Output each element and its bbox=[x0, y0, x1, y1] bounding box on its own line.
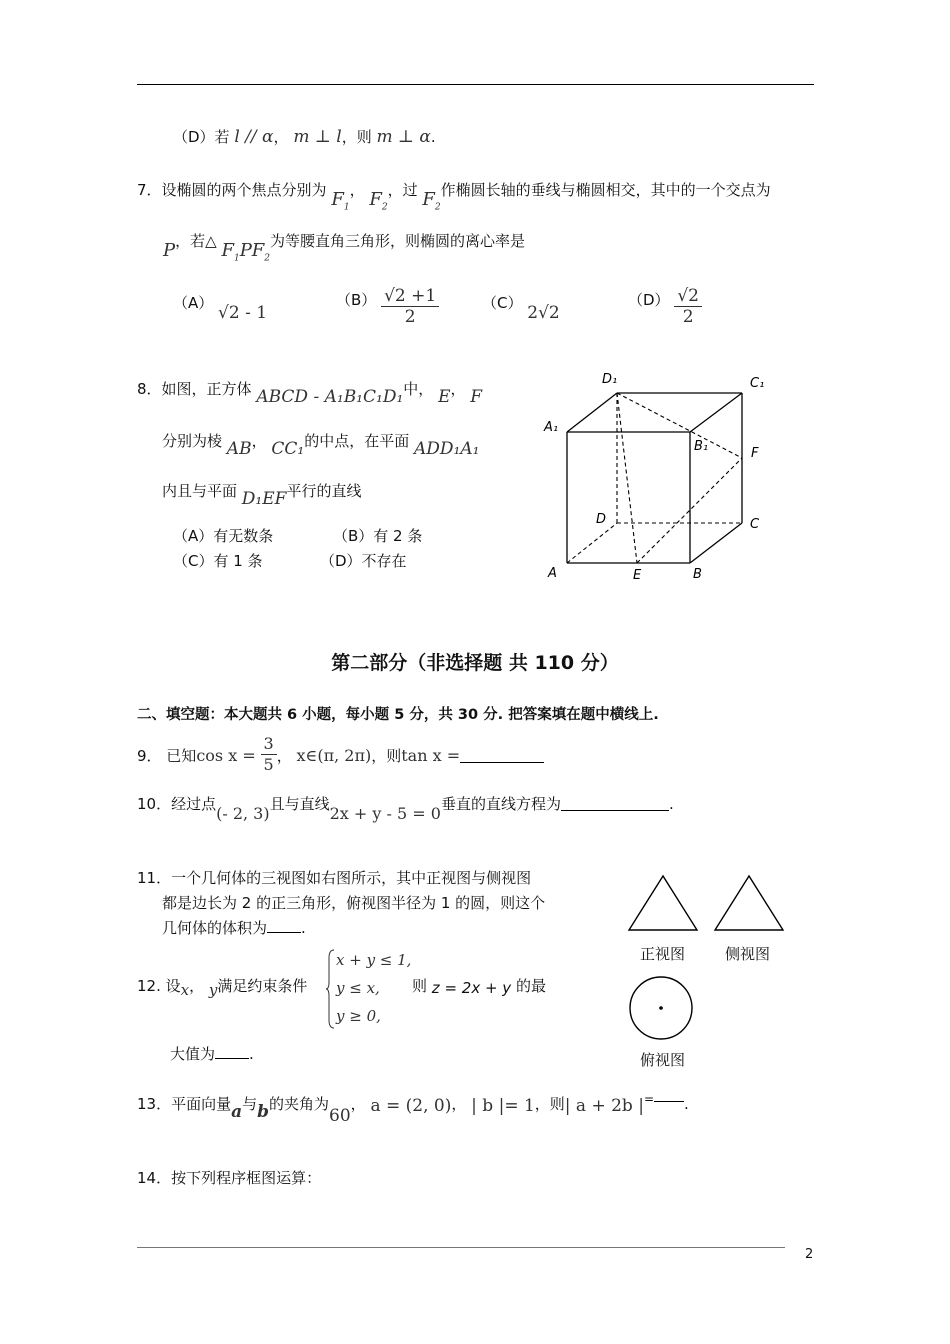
q8-e: E bbox=[438, 387, 451, 407]
label-b: B bbox=[693, 567, 702, 582]
q7-text-a: 7．设椭圆的两个焦点分别为 bbox=[137, 181, 327, 199]
q7-f2b: $F_2$ bbox=[422, 189, 441, 213]
q7-text-d: 为等腰直角三角形，则椭圆的离心率是 bbox=[270, 232, 526, 250]
q7-option-c-expr: 2√2 bbox=[527, 303, 560, 323]
label-b1: B₁ bbox=[694, 439, 709, 454]
q7-triangle: $F_1PF_2$ bbox=[221, 240, 271, 264]
side-view-triangle bbox=[715, 876, 783, 930]
label-a1: A₁ bbox=[544, 420, 559, 435]
q7-option-a: （A） √2 - 1 bbox=[173, 294, 268, 323]
page-number: 2 bbox=[805, 1247, 814, 1262]
q13-expression: | a + 2b | bbox=[564, 1096, 644, 1116]
three-views-figure bbox=[622, 872, 792, 1074]
q12-text-d: 的最 bbox=[515, 977, 546, 995]
q10: 10．经过点(- 2, 3)且与直线2x + y - 5 = 0垂直的直线方程为 . bbox=[137, 795, 674, 823]
q8-text-e: 内且与平面 bbox=[162, 482, 238, 500]
q7-f1: $F_1$ bbox=[331, 189, 350, 213]
q9-den: 5 bbox=[263, 755, 274, 774]
top-view-center bbox=[659, 1006, 663, 1010]
q7-option-d: （D） $\frac{√2}{2}$ bbox=[628, 286, 702, 327]
q10-point: (- 2, 3) bbox=[216, 804, 270, 823]
q7-option-a-expr: √2 - 1 bbox=[218, 303, 268, 323]
q8-option-a: （A）有无数条 bbox=[173, 527, 274, 545]
q8-line2: 分别为棱 AB， CC₁的中点，在平面 ADD₁A₁ bbox=[162, 432, 480, 459]
q6d-sep1: ， bbox=[273, 128, 289, 146]
front-view-label: 正视图 bbox=[640, 945, 686, 963]
section2-heading: 二、填空题：本大题共 6 小题，每小题 5 分，共 30 分. 把答案填在题中横线上. bbox=[137, 707, 659, 723]
q12-line2: 大值为 . bbox=[170, 1045, 254, 1063]
q12-x: x bbox=[180, 981, 190, 999]
q11-line1: 11．一个几何体的三视图如右图所示，其中正视图与侧视图 bbox=[137, 869, 532, 887]
q10-text-b: 且与直线 bbox=[269, 795, 330, 813]
q9-num: 3 bbox=[261, 734, 277, 755]
q6d-sep2: ，则 bbox=[341, 128, 372, 146]
q7-option-b-num: √2 +1 bbox=[381, 286, 439, 307]
q9: 9． 已知cos x = $\frac{3}{5}$ ， x∈(π, 2π)，则tan x = bbox=[137, 730, 544, 774]
top-view-label: 俯视图 bbox=[640, 1051, 686, 1069]
q6d-label: （D）若 bbox=[173, 128, 230, 146]
q13-angle: 60 bbox=[329, 1106, 351, 1126]
q7-option-d-den: 2 bbox=[682, 307, 694, 327]
q12-constraint-2: y ≤ x, bbox=[336, 979, 380, 997]
q12-constraint-1: x + y ≤ 1, bbox=[336, 951, 412, 969]
q8-cube: ABCD - A₁B₁C₁D₁ bbox=[256, 387, 404, 407]
q12-brace bbox=[326, 948, 336, 1030]
q8-f: F bbox=[470, 387, 483, 407]
q13-text-a: 13．平面向量 bbox=[137, 1095, 232, 1113]
q8-plane2: D₁EF bbox=[241, 489, 287, 509]
q10-answer-blank[interactable] bbox=[561, 796, 669, 811]
q7-option-b: （B） $\frac{√2 +1}{2}$ bbox=[336, 286, 439, 327]
q12-constraint-3: y ≥ 0, bbox=[336, 1007, 381, 1025]
q8-text-c: 分别为棱 bbox=[162, 432, 223, 450]
q12-y: y bbox=[208, 981, 218, 999]
q8-ab: AB bbox=[226, 439, 252, 459]
q7-p: P bbox=[163, 240, 176, 261]
q7-text-b: 作椭圆长轴的垂线与椭圆相交，其中的一个交点为 bbox=[440, 181, 771, 199]
label-e: E bbox=[633, 568, 642, 583]
cube-figure bbox=[530, 365, 780, 590]
q13-a-value: a = (2, 0) bbox=[370, 1096, 452, 1116]
q7-comma1: ， bbox=[349, 181, 365, 199]
side-view-label: 侧视图 bbox=[725, 945, 771, 963]
q6d-cond2: m ⊥ l bbox=[293, 127, 342, 147]
label-d1: D₁ bbox=[602, 372, 618, 387]
label-c: C bbox=[750, 517, 760, 532]
part2-title: 第二部分（非选择题 共 110 分） bbox=[331, 652, 619, 674]
q13: 13．平面向量a与b的夹角为60， a = (2, 0)， | b |= 1，则| a + 2b |= . bbox=[137, 1093, 689, 1114]
q13-b-norm: | b |= 1 bbox=[471, 1096, 535, 1116]
q12-text-b: 满足约束条件 bbox=[217, 977, 308, 995]
q12-objective: z = 2x + y bbox=[431, 979, 512, 997]
q7-text-c: ，若△ bbox=[175, 232, 217, 250]
q8-option-b: （B）有 2 条 bbox=[333, 527, 423, 545]
q7-option-c: （C） 2√2 bbox=[482, 294, 560, 323]
q9-tan: tan x = bbox=[401, 746, 461, 765]
q8-text-a: 8．如图，正方体 bbox=[137, 380, 252, 398]
q8-text-b: 中， bbox=[403, 380, 434, 398]
q7-line1 bbox=[137, 179, 771, 213]
q9-domain: x∈(π, 2π) bbox=[296, 746, 372, 765]
label-c1: C₁ bbox=[750, 376, 765, 391]
q8-option-d: （D）不存在 bbox=[320, 552, 407, 570]
q8-option-c: （C）有 1 条 bbox=[173, 552, 263, 570]
q13-vector-a: a bbox=[231, 1102, 243, 1122]
label-d: D bbox=[596, 512, 607, 527]
q6d-concl: m ⊥ α bbox=[376, 127, 431, 147]
q9-text-a: 9． 已知 bbox=[137, 747, 197, 765]
label-f: F bbox=[751, 446, 759, 461]
q7-f2: $F_2$ bbox=[369, 189, 388, 213]
q8-text-f: 平行的直线 bbox=[286, 482, 362, 500]
q10-line: 2x + y - 5 = 0 bbox=[329, 804, 441, 823]
q8-plane: ADD₁A₁ bbox=[414, 439, 480, 459]
q11-answer-blank[interactable] bbox=[267, 918, 301, 933]
q12-text-a: 12. 设 bbox=[137, 977, 181, 995]
q9-cos: cos x = bbox=[196, 746, 256, 765]
q8-text-d: 的中点，在平面 bbox=[304, 432, 410, 450]
q13-answer-blank[interactable] bbox=[654, 1087, 684, 1102]
q14: 14．按下列程序框图运算： bbox=[137, 1169, 322, 1187]
q7-option-d-num: √2 bbox=[674, 286, 702, 307]
header-rule bbox=[137, 84, 814, 85]
label-a: A bbox=[548, 566, 557, 581]
q8-line1: 8．如图，正方体 ABCD - A₁B₁C₁D₁中， E， F bbox=[137, 380, 483, 407]
q12-line1: 12. 设x， y满足约束条件 bbox=[137, 977, 308, 999]
q12-answer-blank[interactable] bbox=[215, 1044, 249, 1059]
q7-line2 bbox=[163, 230, 526, 264]
q7-mid: ，过 bbox=[387, 181, 418, 199]
q10-text-a: 10．经过点 bbox=[137, 795, 217, 813]
q6-option-d bbox=[173, 126, 436, 147]
q12-line1-right: 则 z = 2x + y 的最 bbox=[412, 977, 546, 997]
q11-line3: 几何体的体积为 . bbox=[162, 919, 306, 937]
q6d-end: . bbox=[430, 128, 436, 146]
q8-cc1: CC₁ bbox=[271, 439, 305, 459]
q7-option-b-den: 2 bbox=[404, 307, 416, 327]
q11-line2: 都是边长为 2 的正三角形，俯视图半径为 1 的圆，则这个 bbox=[162, 894, 546, 912]
q10-text-c: 垂直的直线方程为 bbox=[440, 795, 561, 813]
q13-vector-b: b bbox=[257, 1102, 270, 1122]
q8-line3 bbox=[162, 480, 362, 509]
front-view-triangle bbox=[629, 876, 697, 930]
q6d-cond1: l // α bbox=[234, 127, 274, 147]
q9-answer-blank[interactable] bbox=[460, 748, 544, 763]
footer-rule bbox=[137, 1247, 785, 1248]
q13-text-c: 的夹角为 bbox=[269, 1095, 330, 1113]
